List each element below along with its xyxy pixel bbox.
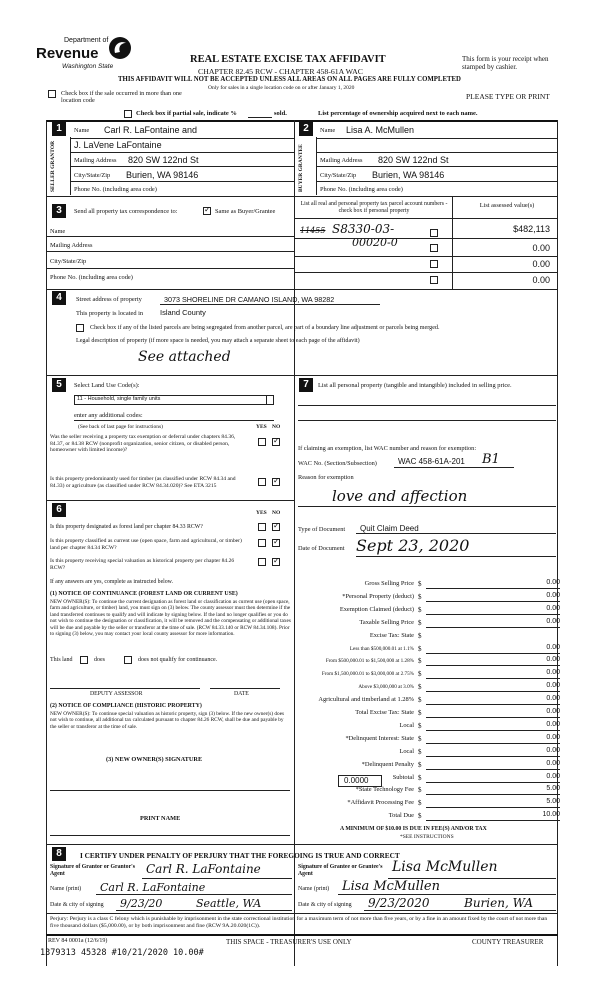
compliance-text: NEW OWNER(S): To continue special valuation as historic property, sign (3) below. If the new owner(s) does not wish to continue, all additional tax calculated pursuant to chapter 84.26 RCW, shall be due and payable by the seller or transferor at the time of sale.: [50, 711, 285, 730]
tax-row-dollar: $: [418, 773, 422, 782]
logo-revenue-text: Revenue: [36, 45, 99, 62]
tax-row-label: From $1,500,000.01 to $3,000,000 at 2.75%: [321, 671, 414, 678]
grantee-city[interactable]: Burien, WA: [464, 896, 533, 910]
section-3-badge: 3: [52, 204, 66, 218]
tax-row-amount[interactable]: 10.00: [542, 811, 560, 819]
tax-row-label: *Delinquent Penalty: [361, 760, 414, 768]
tax-row-label: Less than $500,000.01 at 1.1%: [349, 645, 414, 652]
claiming-label: If claiming an exemption, list WAC number and reason for exemption:: [298, 445, 477, 452]
form-chapter: CHAPTER 82.45 RCW - CHAPTER 458-61A WAC: [198, 67, 363, 76]
does-not-label: does not qualify for continuance.: [138, 657, 218, 663]
tax-row-label: Local: [399, 747, 414, 755]
grantor-signature[interactable]: Carl R. LaFontaine: [146, 862, 261, 876]
tax-row-label: *Affidavit Processing Fee: [347, 799, 414, 807]
tax-row-dollar: $: [418, 709, 422, 717]
s3-phone-label: Phone No. (including area code): [50, 274, 133, 281]
s3-name-label: Name: [50, 228, 66, 235]
tax-row-dollar: $: [418, 696, 422, 705]
tax-row-label: *Delinquent Interest: State: [345, 734, 414, 742]
tax-row-label: *State Technology Fee: [355, 786, 414, 794]
does-label: does: [94, 657, 105, 663]
s5-q2-no[interactable]: [272, 478, 280, 486]
s3-mail-label: Mailing Address: [50, 242, 93, 249]
continuance-text: NEW OWNER(S): To continue the current designation as forest land or classification as current use (open space, farm and agriculture, or timber) land, you must sign on (3) below. The county assessor must then determine if the land transferred continues to qualify and will indicate by signing below. If the land no longer qualifies or you do not wish to continue the designation or classification, it will be removed and the compensating or additional taxes will be due and payable by the seller or transferor at the time of sale. (RCW 84.33.140 or RCW 84.34.108). Prior to signing (3) below, you may contact your local county assessor for more information.: [50, 599, 291, 638]
grantor-sig-label: Signature of Grantor or Grantor's Agent: [50, 864, 136, 877]
parcel-header: List all real and personal property tax parcel account numbers - check box if personal property: [300, 201, 448, 214]
form-receipt: This form is your receipt when stamped by cashier.: [462, 55, 549, 71]
this-land-label: This land: [50, 657, 73, 663]
see-back-label: (See back of last page for instructions): [78, 424, 163, 430]
tax-row-dollar: $: [418, 631, 422, 640]
treasurer-use: THIS SPACE - TREASURER'S USE ONLY: [226, 938, 352, 946]
assessed-value-4[interactable]: 0.00: [532, 275, 550, 285]
logo-dept-text: Department of: [64, 37, 109, 44]
grantor-name[interactable]: Carl R. LaFontaine: [100, 881, 206, 894]
center-divider: [294, 120, 295, 966]
street-label: Street address of property: [76, 296, 142, 303]
grantor-date-label: Date & city of signing: [50, 902, 104, 908]
tax-row-dollar: $: [418, 760, 422, 769]
parcel-strikethrough: 11455: [300, 226, 326, 235]
send-correspondence-label: Send all property tax correspondence to:: [74, 208, 178, 215]
tax-row-line: [426, 730, 560, 731]
land-use-dropdown-icon[interactable]: [266, 396, 274, 404]
personal-property-checkbox-3[interactable]: [430, 260, 438, 268]
tax-row-line: [426, 588, 560, 589]
tax-row-amount[interactable]: 0.00: [546, 643, 560, 651]
grantee-name-label: Name (print): [298, 886, 330, 892]
personal-property-label: List all personal property (tangible and intangible) included in selling price.: [318, 382, 512, 389]
tax-row-amount[interactable]: 0.00: [546, 591, 560, 599]
s5-yes: YES: [256, 424, 267, 430]
doc-type-label: Type of Document: [298, 526, 346, 533]
section-6-badge: 6: [52, 503, 66, 517]
seller-city-label: City/State/Zip: [74, 172, 111, 179]
grantor-date[interactable]: 9/23/20: [120, 897, 163, 910]
local-code-value: 0.0000: [344, 776, 369, 785]
does-checkbox[interactable]: [80, 656, 88, 664]
legal-desc-label: Legal description of property (if more space is needed, you may attach a separate sheet to each page of the affidavit): [76, 338, 360, 344]
land-use-label: Select Land Use Code(s):: [74, 382, 140, 389]
wac-value[interactable]: WAC 458-61A-201: [398, 457, 465, 466]
tax-row-line: [426, 691, 560, 692]
parcel-number-line2[interactable]: 00020-0: [352, 236, 398, 249]
tax-row-dollar: $: [418, 657, 422, 666]
doc-date[interactable]: Sept 23, 2020: [356, 536, 470, 555]
partial-sale-checkbox[interactable]: [124, 110, 132, 118]
assessed-header: List assessed value(s): [479, 202, 535, 209]
segregated-checkbox[interactable]: [76, 324, 84, 332]
tax-row-dollar: $: [418, 670, 422, 679]
tax-row-label: Exemption Claimed (deduct): [339, 605, 414, 613]
parcel-number-line1[interactable]: S8330-03-: [332, 222, 395, 236]
tax-row-dollar: $: [418, 786, 422, 795]
street-address[interactable]: 3073 SHORELINE DR CAMANO ISLAND, WA 98282: [164, 295, 335, 304]
wac-label: WAC No. (Section/Subsection): [298, 460, 377, 467]
seller-mail-label: Mailing Address: [74, 157, 117, 164]
additional-codes-label: enter any additional codes:: [74, 412, 143, 419]
tax-row-line: [426, 794, 560, 795]
tax-row-amount[interactable]: 5.00: [546, 798, 560, 806]
tax-row-dollar: $: [418, 644, 422, 653]
tax-row-label: Total Excise Tax: State: [355, 709, 414, 716]
seller-side-label: SELLER GRANTOR: [50, 140, 56, 192]
tax-row-line: [426, 769, 560, 770]
s5-q1-yes[interactable]: [258, 438, 266, 446]
list-pct-label: List percentage of ownership acquired next to each name.: [318, 110, 478, 117]
reason-value[interactable]: love and affection: [332, 487, 468, 505]
tax-row-line: [426, 601, 560, 602]
tax-row-label: From $500,000.01 to $1,500,000 at 1.28%: [325, 658, 414, 665]
new-owner-sig-label: (3) NEW OWNER(S) SIGNATURE: [106, 756, 203, 763]
grantee-signature[interactable]: Lisa McMullen: [392, 859, 498, 875]
minimum-due: A MINIMUM OF $10.00 IS DUE IN FEE(S) AND/OR TAX: [340, 826, 487, 832]
logo-state-text: Washington State: [62, 63, 114, 70]
tax-row-amount[interactable]: 0.00: [546, 708, 560, 715]
personal-property-checkbox-4[interactable]: [430, 276, 438, 284]
frame-left: [46, 120, 47, 966]
tax-row-line: [426, 627, 560, 628]
buyer-phone-label: Phone No. (including area code): [320, 186, 403, 193]
perjury-statement: Perjury: Perjury is a class C felony which is punishable by imprisonment in the state correctional institution for a maximum term of not more than five years, or by a fine in an amount fixed by the court of not more than five thousand dollars ($5,000.00), or by both imprisonment and fine (RCW 9A.20.020(1C)).: [50, 916, 548, 929]
certify-statement: I CERTIFY UNDER PENALTY OF PERJURY THAT THE FOREGOING IS TRUE AND CORRECT: [80, 851, 400, 860]
tax-row-amount[interactable]: 0.00: [546, 759, 560, 767]
buyer-name-label: Name: [320, 127, 336, 134]
section-1-badge: 1: [52, 122, 66, 136]
rev-number: REV 84 0001a (12/6/19): [48, 938, 108, 944]
tax-row-amount[interactable]: 0.00: [546, 746, 560, 754]
buyer-mail[interactable]: 820 SW 122nd St: [378, 155, 449, 165]
tax-row-amount[interactable]: 0.00: [546, 604, 560, 612]
seller-name-1[interactable]: Carl R. LaFontaine and: [104, 125, 198, 135]
partial-sale-label: Check box if partial sale, indicate %: [136, 110, 237, 117]
see-instructions: *SEE INSTRUCTIONS: [400, 834, 454, 840]
logo-swirl-icon: [108, 35, 132, 61]
s6-q2-no[interactable]: [272, 539, 280, 547]
located-label: This property is located in: [76, 310, 144, 317]
tax-row-amount[interactable]: 0.00: [546, 656, 560, 664]
tax-row-label: Agricultural and timberland at 1.28%: [318, 696, 414, 704]
seller-mail[interactable]: 820 SW 122nd St: [128, 155, 199, 165]
personal-property-checkbox-2[interactable]: [430, 244, 438, 252]
tax-row-dollar: $: [418, 605, 422, 614]
multiple-location-checkbox[interactable]: [48, 90, 56, 98]
grantor-city[interactable]: Seattle, WA: [196, 897, 262, 910]
dor-logo: [34, 35, 134, 75]
tax-row-dollar: $: [418, 580, 422, 588]
frame-right: [557, 120, 558, 966]
tax-row-line: [426, 614, 560, 615]
same-as-buyer-label: Same as Buyer/Grantee: [215, 208, 276, 215]
tax-row-label: Excise Tax: State: [369, 631, 414, 639]
segregated-label: Check box if any of the listed parcels are being segregated from another parcel, are part of a boundary line adjustment or parcels being merged.: [90, 325, 440, 331]
s5-no: NO: [272, 424, 281, 430]
tax-row-label: Local: [399, 721, 414, 729]
tax-row-line: [426, 743, 560, 744]
partial-sale-pct-line[interactable]: [248, 117, 272, 118]
tax-row-label: Above $3,000,000 at 3.0%: [358, 684, 414, 691]
assessed-value-3[interactable]: 0.00: [532, 259, 550, 269]
continuance-title: (1) NOTICE OF CONTINUANCE (FOREST LAND OR CURRENT USE): [50, 591, 238, 597]
land-use-value: 11 - Household, single family units: [77, 396, 161, 402]
seller-city[interactable]: Burien, WA 98146: [126, 170, 199, 180]
doc-type[interactable]: Quit Claim Deed: [360, 524, 419, 533]
grantee-sig-label: Signature of Grantee or Grantee's Agent: [298, 864, 383, 877]
tax-row-line: [426, 704, 560, 705]
tax-row-dollar: $: [418, 721, 422, 730]
county[interactable]: Island County: [160, 308, 206, 317]
seller-name-2[interactable]: J. LaVene LaFontaine: [74, 140, 162, 150]
form-only-sales: Only for sales in a single location code on or after January 1, 2020: [208, 85, 355, 91]
section-2-badge: 2: [299, 122, 313, 136]
tax-row-line: [426, 807, 560, 808]
legal-desc-value[interactable]: See attached: [138, 349, 231, 365]
tax-row-line: [426, 782, 560, 783]
tax-row-label: Gross Selling Price: [364, 580, 414, 587]
s6-q1-yes[interactable]: [258, 523, 266, 531]
tax-row-amount[interactable]: 0.00: [546, 720, 560, 728]
tax-row-amount[interactable]: 0.00: [546, 579, 560, 586]
s6-no: NO: [272, 510, 281, 516]
tax-row-dollar: $: [418, 799, 422, 808]
section-5-badge: 5: [52, 378, 66, 392]
grantee-name[interactable]: Lisa McMullen: [342, 879, 441, 894]
personal-property-checkbox-1[interactable]: [430, 229, 438, 237]
grantee-date-label: Date & city of signing: [298, 902, 352, 908]
print-name-label: PRINT NAME: [140, 815, 181, 822]
does-not-checkbox[interactable]: [124, 656, 132, 664]
s5-q2-yes[interactable]: [258, 478, 266, 486]
tax-row-amount[interactable]: 0.00: [546, 669, 560, 677]
tax-row-dollar: $: [418, 592, 422, 601]
s6-q1: Is this property designated as forest land per chapter 84.33 RCW?: [50, 524, 203, 530]
tax-row-amount[interactable]: 0.00: [546, 772, 560, 780]
tax-row-label: Total Due: [388, 812, 414, 820]
form-title: REAL ESTATE EXCISE TAX AFFIDAVIT: [190, 54, 386, 65]
tax-row-amount[interactable]: 0.00: [546, 695, 560, 703]
wac-handwritten: B1: [482, 452, 500, 467]
buyer-name-1[interactable]: Lisa A. McMullen: [346, 125, 415, 135]
multiple-location-label: Check box if the sale occurred in more than one location code: [61, 90, 182, 104]
compliance-title: (2) NOTICE OF COMPLIANCE (HISTORIC PROPERTY): [50, 703, 202, 709]
buyer-city[interactable]: Burien, WA 98146: [372, 170, 445, 180]
form-warning: THIS AFFIDAVIT WILL NOT BE ACCEPTED UNLESS ALL AREAS ON ALL PAGES ARE FULLY COMPLETED: [118, 76, 461, 83]
s6-q3-no[interactable]: [272, 558, 280, 566]
doc-date-label: Date of Document: [298, 545, 345, 552]
grantor-name-label: Name (print): [50, 886, 82, 892]
tax-row-amount[interactable]: 0.00: [546, 617, 560, 625]
section-8-badge: 8: [52, 847, 66, 861]
tax-row-line: [426, 665, 560, 666]
please-type: PLEASE TYPE OR PRINT: [466, 92, 550, 101]
receipt-stamp: 1379313 45328 #10/21/2020 10.00#: [40, 948, 204, 958]
tax-row-label: Taxable Selling Price: [359, 618, 414, 626]
tax-row-line: [426, 820, 560, 821]
tax-row-line: [426, 717, 560, 718]
s6-q1-no[interactable]: [272, 523, 280, 531]
tax-row-amount[interactable]: 5.00: [546, 785, 560, 793]
s5-q2: Is this property predominantly used for timber (as classified under RCW 84.34 and 84.33) or agriculture (as classified under RCW 84.34.020)? See ETA 3215: [50, 476, 236, 489]
s6-q3: Is this property receiving special valuation as historical property per chapter 84.26 RCW?: [50, 558, 235, 571]
s6-yes: YES: [256, 510, 267, 516]
tax-row-amount[interactable]: 0.00: [546, 733, 560, 741]
section-4-badge: 4: [52, 291, 66, 305]
tax-row-label: Subtotal: [392, 773, 414, 781]
s6-q2-yes[interactable]: [258, 539, 266, 547]
same-as-buyer-checkbox[interactable]: [203, 207, 211, 215]
county-treasurer: COUNTY TREASURER: [472, 938, 544, 946]
if-yes-label: If any answers are yes, complete as instructed below.: [50, 579, 173, 585]
buyer-side-label: BUYER GRANTEE: [298, 144, 304, 192]
buyer-city-label: City/State/Zip: [320, 172, 357, 179]
reason-label: Reason for exemption: [298, 474, 354, 481]
tax-row-dollar: $: [418, 683, 422, 692]
tax-row-line: [426, 756, 560, 757]
tax-row-label: *Personal Property (deduct): [342, 592, 414, 600]
date-label: DATE: [234, 691, 249, 697]
s5-q1-no[interactable]: [272, 438, 280, 446]
tax-row-line: [426, 678, 560, 679]
s6-q2: Is this property classified as current use (open space, farm and agricultural, or timber) land per chapter 84.34 RCW?: [50, 538, 242, 551]
tax-row-dollar: $: [418, 618, 422, 627]
s5-q1: Was the seller receiving a property tax exemption or deferral under chapters 84.36, 84.37, or 84.38 RCW (nonprofit organization, senior citizen, or disabled person, homeowner with limited income)?: [50, 434, 236, 454]
tax-row-amount[interactable]: 0.00: [546, 682, 560, 690]
tax-row-dollar: $: [418, 812, 422, 821]
seller-name-label: Name: [74, 127, 90, 134]
assessed-value-2[interactable]: 0.00: [532, 243, 550, 253]
s6-q3-yes[interactable]: [258, 558, 266, 566]
buyer-mail-label: Mailing Address: [320, 157, 363, 164]
seller-phone-label: Phone No. (including area code): [74, 186, 157, 193]
grantee-date[interactable]: 9/23/2020: [368, 896, 430, 910]
assessed-value-1[interactable]: $482,113: [513, 224, 550, 234]
s3-city-label: City/State/Zip: [50, 258, 87, 265]
tax-row-line: [426, 653, 560, 654]
tax-row-dollar: $: [418, 734, 422, 743]
sold-label: sold.: [274, 110, 287, 117]
tax-row-dollar: $: [418, 747, 422, 756]
section-7-badge: 7: [299, 378, 313, 392]
deputy-assessor-label: DEPUTY ASSESSOR: [90, 691, 143, 697]
